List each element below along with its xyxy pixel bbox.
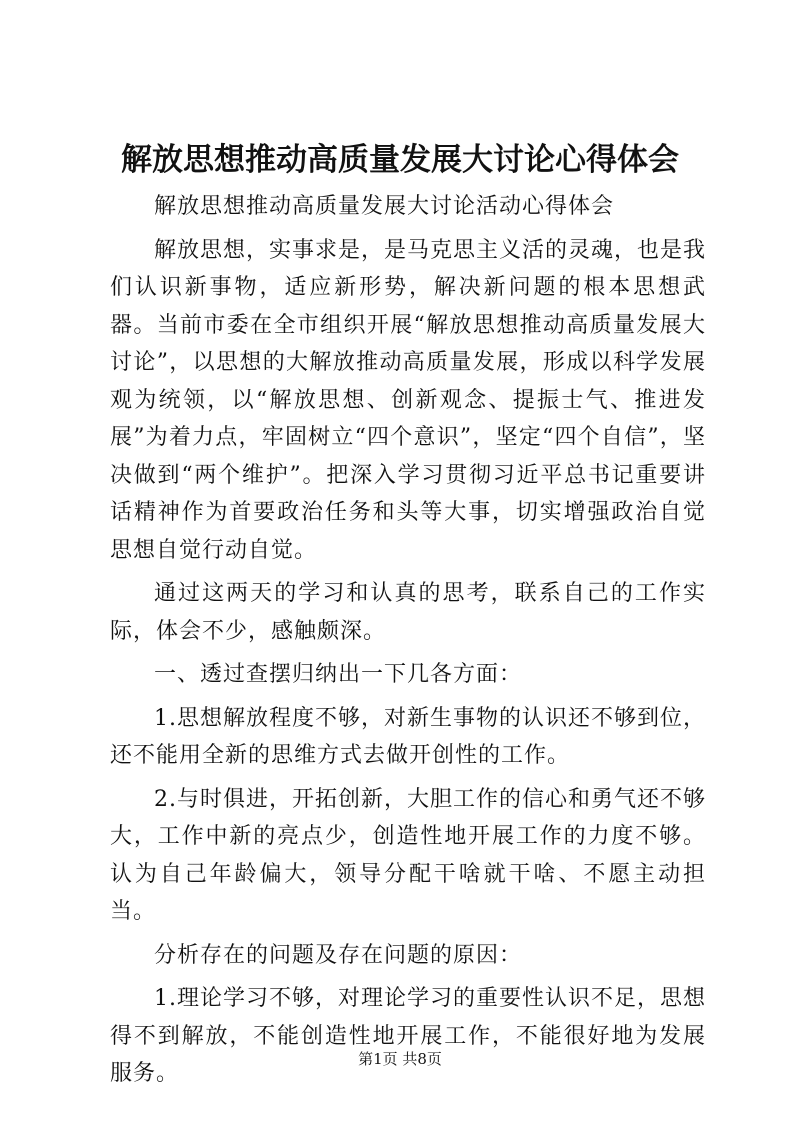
paragraph-section-heading: 一、透过查摆归纳出一下几各方面：: [154, 662, 523, 687]
paragraph-item-2: 2.与时俱进，开拓创新，大胆工作的信心和勇气还不够大，工作中新的亮点少，创造性地开展工作的力度不够。认为自己年龄偏大，领导分配干啥就干啥、不愿主动担当。: [110, 786, 706, 924]
paragraph-analysis-item-1: 1.理论学习不够，对理论学习的重要性认识不足，思想得不到解放，不能创造性地开展工作，不能很好地为发展服务。: [110, 986, 706, 1086]
paragraph-item-1: 1.思想解放程度不够，对新生事物的认识还不够到位，还不能用全新的思维方式去做开创性的工作。: [110, 705, 706, 768]
document-body: [110, 188, 706, 1099]
paragraph-intro: 解放思想，实事求是，是马克思主义活的灵魂，也是我们认识新事物，适应新形势，解决新问题的根本思想武器。当前市委在全市组织开展“解放思想推动高质量发展大讨论”，以思想的大解放推动高质量发展，形成以科学发展观为统领，以“解放思想、创新观念、提振士气、推进发展”为着力点，牢固树立“四个意识”，坚定“四个自信”，坚决做到“两个维护”。把深入学习贯彻习近平总书记重要讲话精神作为首要政治任务和头等大事，切实增强政治自觉思想自觉行动自觉。: [110, 237, 707, 563]
paragraph-analysis-heading: 分析存在的问题及存在问题的原因：: [154, 942, 523, 968]
page-number-footer: 第1页 共8页: [358, 1050, 442, 1068]
paragraph-subtitle: 解放思想推动高质量发展大讨论活动心得体会: [154, 194, 615, 219]
paragraph-reflection: 通过这两天的学习和认真的思考，联系自己的工作实际，体会不少，感触颇深。: [110, 581, 706, 644]
document-title: 解放思想推动高质量发展大讨论心得体会: [121, 142, 679, 178]
